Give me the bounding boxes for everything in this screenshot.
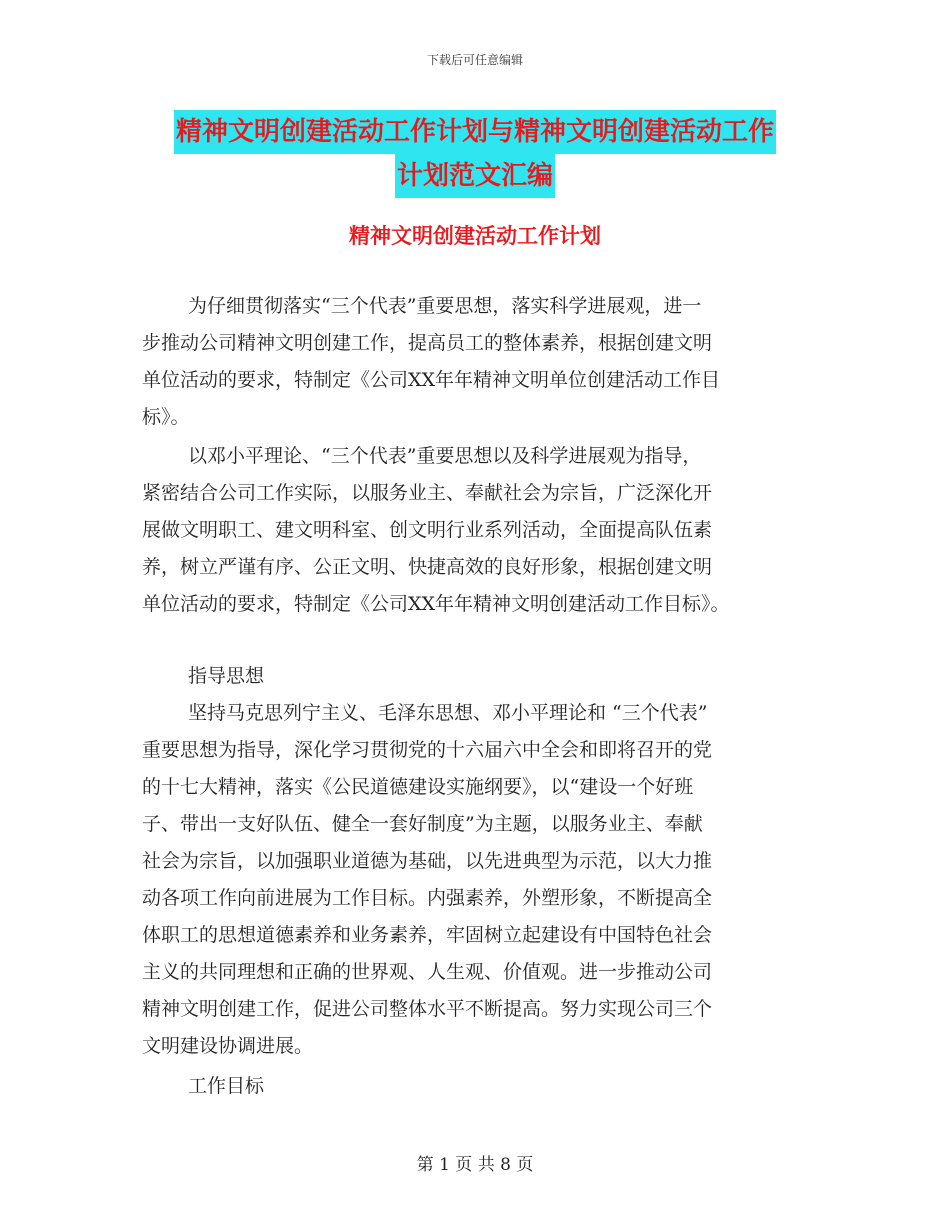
paragraph-line: 为仔细贯彻落实“三个代表”重要思想，落实科学进展观，进一	[188, 295, 702, 317]
paragraph-line: 单位活动的要求，特制定《公司XX年年精神文明创建活动工作目标》。	[142, 593, 730, 615]
heading-work-goals: 工作目标	[188, 1075, 265, 1097]
paragraph-line: 子、带出一支好队伍、健全一套好制度”为主题，以服务业主、奉献	[142, 813, 703, 835]
paragraph-line: 紧密结合公司工作实际，以服务业主、奉献社会为宗旨，广泛深化开	[142, 482, 713, 504]
document-title	[0, 110, 950, 198]
paragraph-intro	[142, 288, 812, 436]
paragraph-line: 社会为宗旨，以加强职业道德为基础，以先进典型为示范，以大力推	[142, 850, 713, 872]
paragraph-line: 单位活动的要求，特制定《公司XX年年精神文明单位创建活动工作目	[142, 369, 721, 391]
paragraph-line: 以邓小平理论、“三个代表”重要思想以及科学进展观为指导，	[188, 445, 702, 467]
paragraph-guidance-summary	[142, 438, 812, 623]
section-title: 精神文明创建活动工作计划	[349, 224, 601, 248]
paragraph-line: 的十七大精神，落实《公民道德建设实施纲要》，以“建设一个好班	[142, 776, 694, 798]
paragraph-line: 体职工的思想道德素养和业务素养，牢固树立起建设有中国特色社会	[142, 924, 713, 946]
paragraph-guiding-ideology	[142, 695, 812, 1065]
paragraph-line: 标》。	[142, 406, 190, 428]
document-title-line-2: 计划范文汇编	[395, 154, 555, 198]
paragraph-line: 精神文明创建工作，促进公司整体水平不断提高。努力实现公司三个	[142, 998, 713, 1020]
paragraph-line: 展做文明职工、建文明科室、创文明行业系列活动，全面提高队伍素	[142, 519, 713, 541]
paragraph-line: 文明建设协调进展。	[142, 1035, 314, 1057]
paragraph-line: 养，树立严谨有序、公正文明、快捷高效的良好形象，根据创建文明	[142, 556, 713, 578]
paragraph-line: 主义的共同理想和正确的世界观、人生观、价值观。进一步推动公司	[142, 961, 713, 983]
paragraph-line: 坚持马克思列宁主义、毛泽东思想、邓小平理论和 “三个代表”	[188, 702, 708, 724]
paragraph-line: 动各项工作向前进展为工作目标。内强素养，外塑形象，不断提高全	[142, 887, 713, 909]
paragraph-line: 步推动公司精神文明创建工作，提高员工的整体素养，根据创建文明	[142, 332, 713, 354]
paragraph-line: 重要思想为指导，深化学习贯彻党的十六届六中全会和即将召开的党	[142, 739, 713, 761]
document-title-line-1: 精神文明创建活动工作计划与精神文明创建活动工作	[174, 110, 776, 154]
heading-guiding-ideology: 指导思想	[188, 665, 265, 687]
page-number: 第 1 页 共 8 页	[416, 1155, 534, 1175]
page-header: 下载后可任意编辑	[426, 53, 523, 67]
